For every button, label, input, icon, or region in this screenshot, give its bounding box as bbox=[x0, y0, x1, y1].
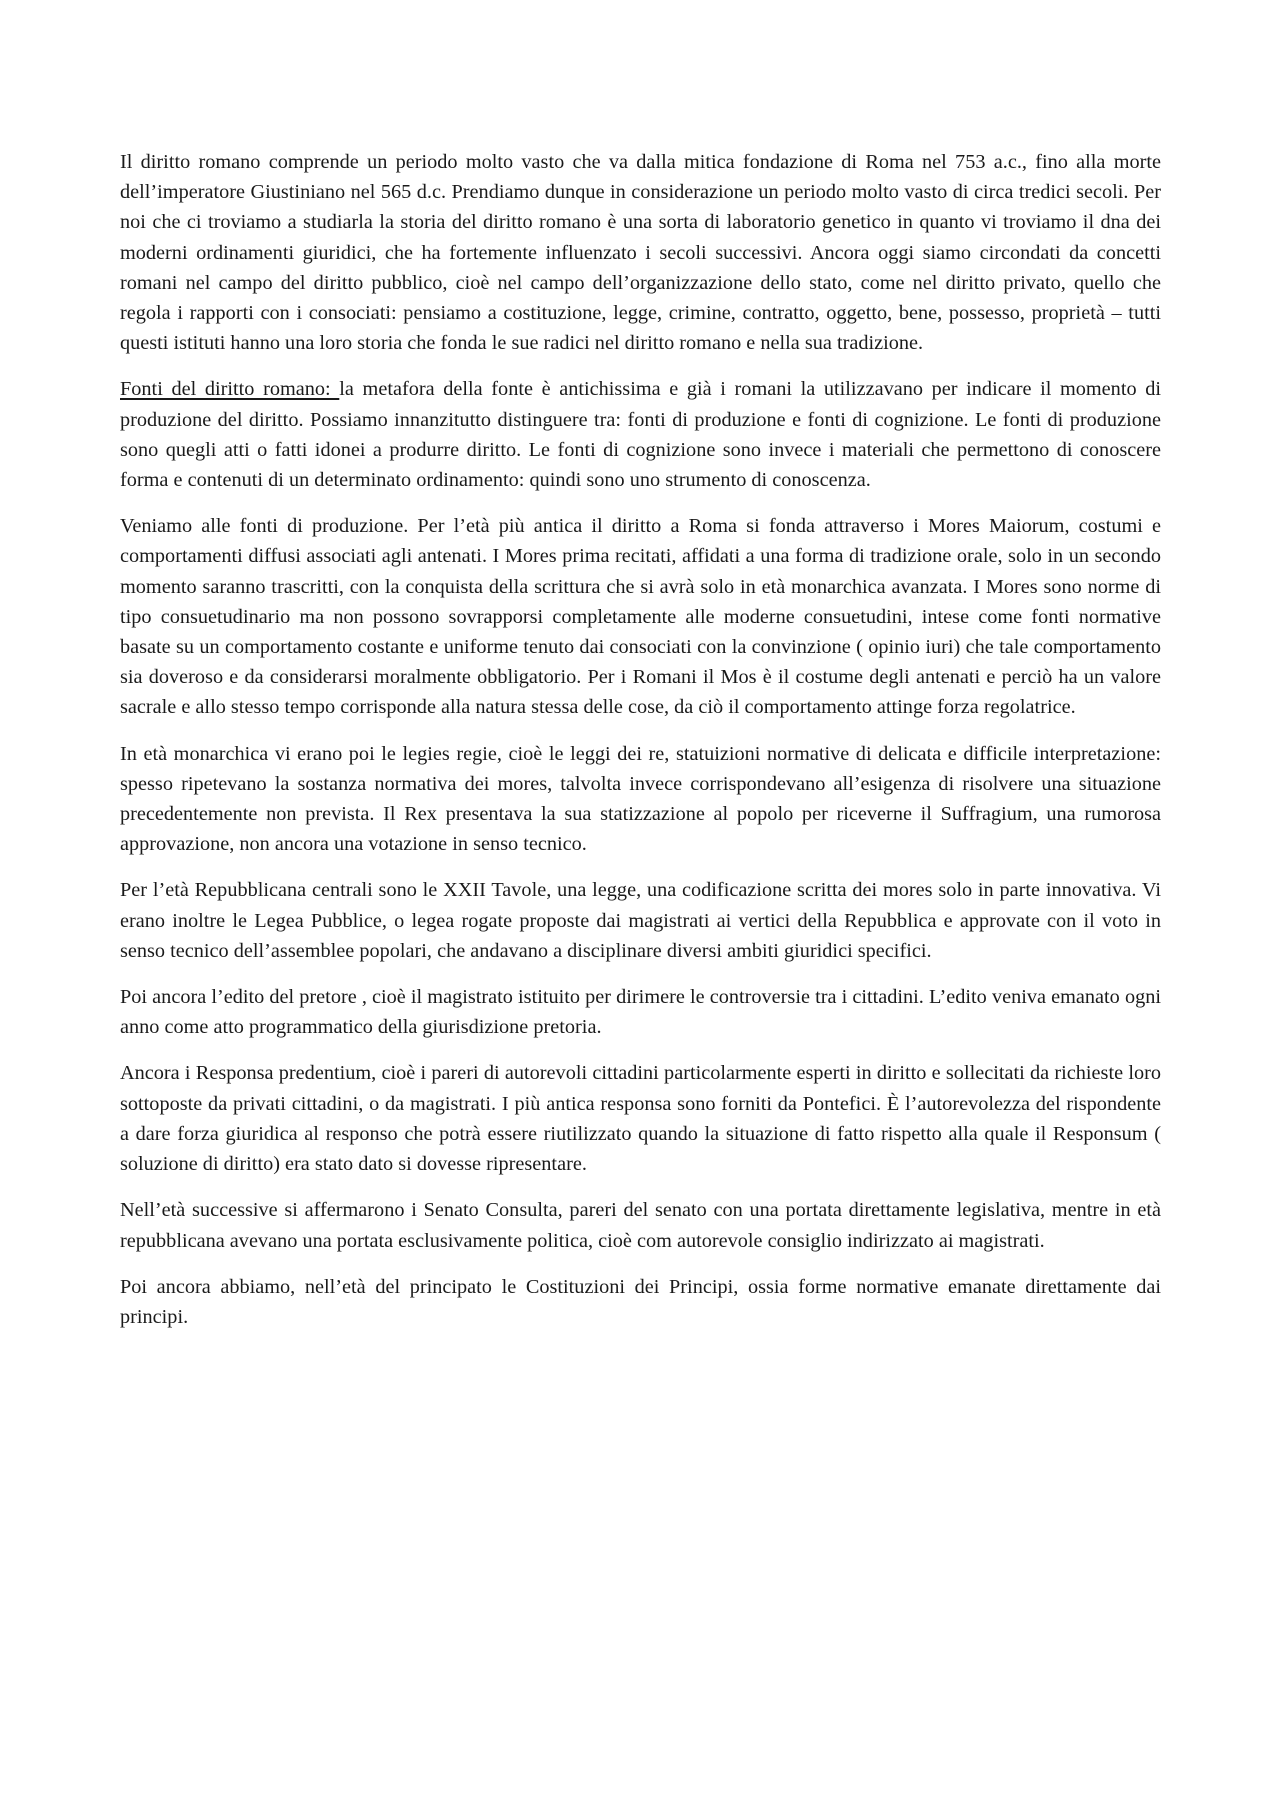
paragraph-fonti bbox=[120, 374, 1161, 495]
paragraph-intro bbox=[120, 147, 1161, 358]
section-heading: Fonti del diritto romano: bbox=[120, 378, 340, 401]
paragraph-text: In età monarchica vi erano poi le legies regie, cioè le leggi dei re, statuizioni normative di delicata e difficile interpretazione: spesso ripetevano la sostanza normativa dei mores, talvolta invece corrispondevano all’esigenza di risolvere una situazione precedentemente non prevista. Il Rex presentava la sua statizzazione al popolo per riceverne il Suffragium, una rumorosa approvazione, non ancora una votazione in senso tecnico. bbox=[120, 742, 1161, 856]
document-body bbox=[120, 147, 1161, 1348]
paragraph-responsa bbox=[120, 1058, 1161, 1179]
paragraph-mores bbox=[120, 511, 1161, 722]
paragraph-text: Nell’età successive si affermarono i Senato Consulta, pareri del senato con una portata direttamente legislativa, mentre in età repubblicana avevano una portata esclusivamente politica, cioè com autorevole consiglio indirizzato ai magistrati. bbox=[120, 1199, 1161, 1252]
paragraph-repubblica bbox=[120, 875, 1161, 966]
paragraph-senato-consulta bbox=[120, 1195, 1161, 1255]
paragraph-text: Ancora i Responsa predentium, cioè i pareri di autorevoli cittadini particolarmente esperti in diritto e sollecitati da richieste loro sottoposte da privati cittadini, o da magistrati. I più antica responsa sono forniti da Pontefici. È l’autorevolezza del rispondente a dare forza giuridica al responso che potrà essere riutilizzato quando la situazione di fatto rispetto alla quale il Responsum ( soluzione di diritto) era stato dato si dovesse ripresentare. bbox=[120, 1062, 1161, 1176]
paragraph-text: Il diritto romano comprende un periodo molto vasto che va dalla mitica fondazione di Roma nel 753 a.c., fino alla morte dell’imperatore Giustiniano nel 565 d.c. Prendiamo dunque in considerazione un periodo molto vasto di circa tredici secoli. Per noi che ci troviamo a studiarla la storia del diritto romano è una sorta di laboratorio genetico in quanto vi troviamo il dna dei moderni ordinamenti giuridici, che ha fortemente influenzato i secoli successivi. Ancora oggi siamo circondati da concetti romani nel campo del diritto pubblico, cioè nel campo dell’organizzazione dello stato, come nel diritto privato, quello che regola i rapporti con i consociati: pensiamo a costituzione, legge, crimine, contratto, oggetto, bene, possesso, proprietà – tutti questi istituti hanno una loro storia che fonda le sue radici nel diritto romano e nella sua tradizione. bbox=[120, 151, 1161, 355]
paragraph-text: Per l’età Repubblicana centrali sono le XXII Tavole, una legge, una codificazione scritta dei mores solo in parte innovativa. Vi erano inoltre le Legea Pubblice, o legea rogate proposte dai magistrati ai vertici della Repubblica e approvate con il voto in senso tecnico dell’assemblee popolari, che andavano a disciplinare diversi ambiti giuridici specifici. bbox=[120, 879, 1161, 962]
paragraph-costituzioni bbox=[120, 1272, 1161, 1332]
paragraph-editto bbox=[120, 982, 1161, 1042]
paragraph-leges-regiae bbox=[120, 739, 1161, 860]
paragraph-text: Veniamo alle fonti di produzione. Per l’età più antica il diritto a Roma si fonda attraverso i Mores Maiorum, costumi e comportamenti diffusi associati agli antenati. I Mores prima recitati, affidati a una forma di tradizione orale, solo in un secondo momento saranno trascritti, con la conquista della scrittura che si avrà solo in età monarchica avanzata. I Mores sono norme di tipo consuetudinario ma non possono sovrapporsi completamente alle moderne consuetudini, intese come fonti normative basate su un comportamento costante e uniforme tenuto dai consociati con la convinzione ( opinio iuri) che tale comportamento sia doveroso e da considerarsi moralmente obbligatorio. Per i Romani il Mos è il costume degli antenati e perciò ha un valore sacrale e allo stesso tempo corrisponde alla natura stessa delle cose, da ciò il comportamento attinge forza regolatrice. bbox=[120, 515, 1161, 719]
paragraph-text: la metafora della fonte è antichissima e già i romani la utilizzavano per indicare il momento di produzione del diritto. Possiamo innanzitutto distinguere tra: fonti di produzione e fonti di cognizione. Le fonti di produzione sono quegli atti o fatti idonei a produrre diritto. Le fonti di cognizione sono invece i materiali che permettono di conoscere forma e contenuti di un determinato ordinamento: quindi sono uno strumento di conoscenza. bbox=[120, 378, 1161, 492]
paragraph-text: Poi ancora abbiamo, nell’età del principato le Costituzioni dei Principi, ossia forme normative emanate direttamente dai principi. bbox=[120, 1275, 1161, 1328]
paragraph-text: Poi ancora l’edito del pretore , cioè il magistrato istituito per dirimere le controversie tra i cittadini. L’edito veniva emanato ogni anno come atto programmatico della giurisdizione pretoria. bbox=[120, 986, 1161, 1039]
